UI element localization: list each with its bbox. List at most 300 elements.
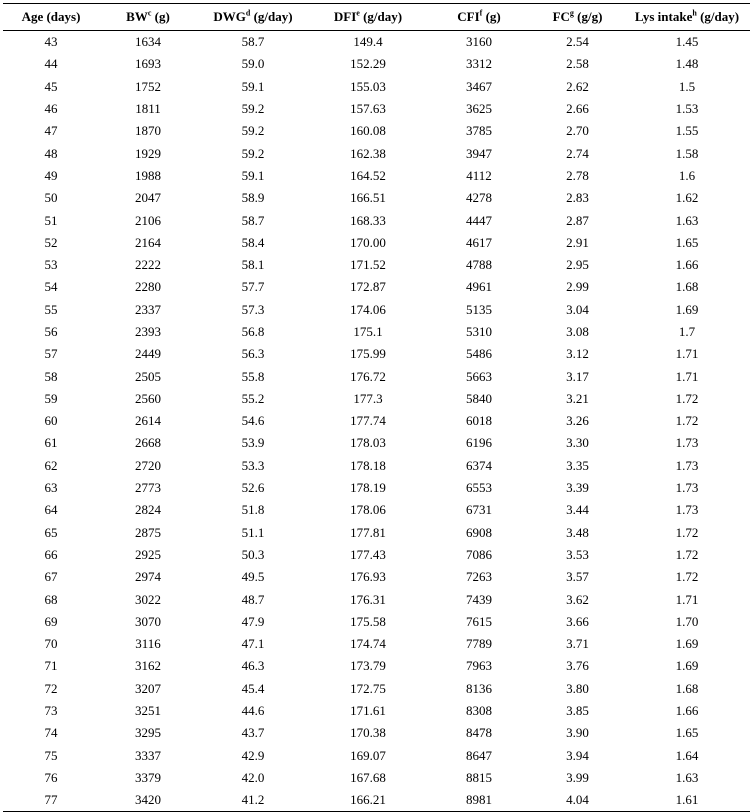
table-row [3, 410, 750, 432]
footnote-marker: d [245, 8, 251, 18]
table-cell: 3251 [135, 703, 161, 719]
table-cell: 73 [44, 703, 58, 719]
table-row [3, 588, 750, 610]
table-cell: 2974 [135, 569, 161, 585]
table-cell: 1.73 [675, 457, 699, 473]
growth-performance-table [3, 3, 750, 812]
table-row [3, 700, 750, 722]
table-cell: 8478 [466, 725, 492, 741]
table-cell: 76 [44, 769, 58, 785]
table-cell: 1870 [135, 123, 161, 139]
column-header [531, 4, 624, 31]
table-row [3, 566, 750, 588]
header-unit: (g/day) [696, 9, 740, 24]
table-cell: 59.2 [241, 145, 265, 161]
header-label: DFI [333, 9, 357, 24]
table-row [3, 477, 750, 499]
table-cell: 2222 [135, 257, 161, 273]
table-cell: 6196 [466, 435, 492, 451]
table-cell: 1.68 [675, 680, 699, 696]
table-cell: 3.90 [566, 725, 589, 741]
table-cell: 6018 [466, 413, 492, 429]
table-cell: 53.9 [241, 435, 265, 451]
table-cell: 55.8 [241, 368, 265, 384]
table-cell: 176.72 [350, 368, 386, 384]
table-cell: 173.79 [350, 658, 386, 674]
table-cell: 3.35 [566, 457, 589, 473]
table-cell: 3.04 [566, 301, 589, 317]
table-cell: 41.2 [197, 789, 309, 812]
table-cell: 1.53 [675, 101, 699, 117]
table-cell: 1693 [135, 56, 161, 72]
footnote-marker: g [569, 8, 574, 18]
table-cell: 175.58 [350, 613, 386, 629]
table-cell: 71 [44, 658, 58, 674]
table-cell: 57 [44, 346, 58, 362]
table-cell: 58.7 [241, 212, 265, 228]
table-cell: 50 [44, 190, 58, 206]
table-cell: 177.81 [350, 524, 386, 540]
table-cell: 43 [44, 34, 58, 50]
table-cell: 4961 [466, 279, 492, 295]
table-cell: 174.74 [350, 636, 386, 652]
table-row [3, 499, 750, 521]
table-cell: 3.66 [566, 613, 589, 629]
table-cell: 57.7 [241, 279, 265, 295]
table-cell: 1.72 [675, 413, 699, 429]
table-row [3, 722, 750, 744]
header-label: FC [552, 9, 570, 24]
table-cell: 2773 [135, 480, 161, 496]
table-cell: 56.3 [241, 346, 265, 362]
table-cell: 1.72 [675, 390, 699, 406]
table-row [3, 120, 750, 142]
table-cell: 47 [44, 123, 58, 139]
table-row [3, 343, 750, 365]
table-row [3, 31, 750, 54]
table-row [3, 165, 750, 187]
table-cell: 2.66 [566, 101, 589, 117]
table-cell: 1988 [135, 167, 161, 183]
table-cell: 3.99 [566, 769, 589, 785]
table-row [3, 767, 750, 789]
table-cell: 46 [44, 101, 58, 117]
table-row [3, 789, 750, 812]
table-cell: 3160 [466, 34, 492, 50]
table-cell: 3467 [466, 78, 492, 94]
table-cell: 1.63 [675, 769, 699, 785]
table-cell: 1.68 [675, 279, 699, 295]
table-cell: 169.07 [350, 747, 386, 763]
table-cell: 1.7 [678, 324, 696, 339]
table-cell: 1.58 [675, 145, 699, 161]
table-cell: 1.45 [675, 34, 699, 50]
table-cell: 2560 [135, 390, 161, 406]
table-cell: 3.30 [566, 435, 589, 451]
table-cell: 1.66 [675, 703, 699, 719]
table-cell: 3022 [135, 591, 161, 607]
table-cell: 177.3 [353, 390, 383, 406]
table-cell: 2.74 [566, 145, 589, 161]
table-cell: 69 [44, 613, 58, 629]
table-cell: 5663 [466, 368, 492, 384]
table-cell: 176.93 [350, 569, 386, 585]
table-cell: 2.87 [566, 212, 589, 228]
table-cell: 2393 [135, 324, 161, 339]
table-cell: 2.78 [566, 167, 589, 183]
table-header [3, 4, 750, 31]
table-cell: 65 [44, 524, 58, 540]
footnote-marker: e [356, 8, 360, 18]
table-cell: 2164 [135, 234, 161, 250]
footnote-marker: f [479, 8, 483, 18]
header-unit: (g/day) [250, 9, 293, 24]
table-row [3, 276, 750, 298]
table-cell: 57.3 [241, 301, 265, 317]
table-container [3, 0, 750, 812]
table-cell: 53 [44, 257, 58, 273]
table-cell: 1.72 [675, 546, 699, 562]
table-cell: 3.48 [566, 524, 589, 540]
table-row [3, 98, 750, 120]
table-cell: 176.31 [350, 591, 386, 607]
table-cell: 8136 [466, 680, 492, 696]
table-cell: 43.7 [241, 725, 265, 741]
table-cell: 3312 [466, 56, 492, 72]
table-cell: 2720 [135, 457, 161, 473]
table-cell: 58.9 [241, 190, 265, 206]
header-unit: (g) [151, 9, 170, 24]
table-row [3, 53, 750, 75]
table-cell: 1929 [135, 145, 161, 161]
table-cell: 3.85 [566, 703, 589, 719]
table-cell: 58.4 [241, 234, 265, 250]
table-cell: 7789 [466, 636, 492, 652]
header-unit: (g/g) [573, 9, 603, 24]
table-cell: 1.65 [675, 725, 699, 741]
table-cell: 59 [44, 390, 58, 406]
table-cell: 3.21 [566, 390, 589, 406]
table-cell: 5486 [466, 346, 492, 362]
table-cell: 3.57 [566, 569, 589, 585]
table-cell: 2337 [135, 301, 161, 317]
table-cell: 152.29 [350, 56, 386, 72]
table-cell: 1.70 [675, 613, 699, 629]
table-cell: 4.04 [531, 789, 624, 812]
table-cell: 3.44 [566, 502, 589, 518]
table-cell: 3947 [466, 145, 492, 161]
table-cell: 52 [44, 234, 58, 250]
table-cell: 2.70 [566, 123, 589, 139]
table-cell: 3.26 [566, 413, 589, 429]
table-cell: 51.1 [241, 524, 265, 540]
table-cell: 1.71 [675, 368, 699, 384]
table-cell: 3207 [135, 680, 161, 696]
table-cell: 166.21 [309, 789, 427, 812]
table-cell: 50.3 [241, 546, 265, 562]
table-row [3, 745, 750, 767]
header-label: Lys intake [634, 9, 693, 24]
table-cell: 167.68 [350, 769, 386, 785]
table-cell: 7615 [466, 613, 492, 629]
table-cell: 47.1 [241, 636, 265, 652]
table-cell: 1811 [135, 101, 161, 117]
table-cell: 3.53 [566, 546, 589, 562]
table-cell: 2.91 [566, 234, 589, 250]
table-cell: 1.73 [675, 435, 699, 451]
table-cell: 2449 [135, 346, 161, 362]
column-header [3, 4, 99, 31]
table-cell: 4278 [466, 190, 492, 206]
table-cell: 2047 [135, 190, 161, 206]
table-cell: 67 [44, 569, 58, 585]
header-label: CFI [457, 9, 480, 24]
table-cell: 1.71 [675, 346, 699, 362]
table-row [3, 455, 750, 477]
table-cell: 168.33 [350, 212, 386, 228]
table-cell: 1.6 [678, 167, 696, 183]
table-row [3, 299, 750, 321]
table-cell: 3.71 [566, 636, 589, 652]
table-cell: 2106 [135, 212, 161, 228]
table-cell: 8308 [466, 703, 492, 719]
table-body [3, 31, 750, 812]
table-cell: 3625 [466, 101, 492, 117]
table-cell: 48.7 [241, 591, 265, 607]
column-header [427, 4, 531, 31]
table-cell: 177.74 [350, 413, 386, 429]
header-unit: (g) [482, 9, 501, 24]
header-unit: (g/day) [359, 9, 403, 24]
table-cell: 8815 [466, 769, 492, 785]
table-cell: 7963 [466, 658, 492, 674]
header-label: BW [126, 9, 148, 24]
table-cell: 55 [44, 301, 58, 317]
table-cell: 46.3 [241, 658, 265, 674]
table-cell: 175.99 [350, 346, 386, 362]
table-row [3, 611, 750, 633]
table-cell: 60 [44, 413, 58, 429]
table-cell: 7086 [466, 546, 492, 562]
table-cell: 3.39 [566, 480, 589, 496]
table-row [3, 544, 750, 566]
table-cell: 177.43 [350, 546, 386, 562]
table-cell: 59.2 [241, 101, 265, 117]
table-cell: 58.7 [241, 34, 265, 50]
table-cell: 171.52 [350, 257, 386, 273]
table-cell: 6374 [466, 457, 492, 473]
table-cell: 3070 [135, 613, 161, 629]
table-cell: 59.0 [241, 56, 265, 72]
table-cell: 170.00 [350, 234, 386, 250]
table-row [3, 432, 750, 454]
table-cell: 178.06 [350, 502, 386, 518]
table-cell: 58.1 [241, 257, 265, 273]
table-cell: 56 [44, 324, 58, 339]
footnote-marker: h [692, 8, 697, 18]
table-row [3, 633, 750, 655]
table-cell: 1.55 [675, 123, 699, 139]
table-cell: 1.66 [675, 257, 699, 273]
table-row [3, 321, 750, 343]
table-cell: 6908 [466, 524, 492, 540]
table-cell: 3.62 [566, 591, 589, 607]
header-label: DWG [213, 9, 246, 24]
table-cell: 45.4 [241, 680, 265, 696]
table-cell: 66 [44, 546, 58, 562]
table-cell: 178.19 [350, 480, 386, 496]
table-cell: 8647 [466, 747, 492, 763]
table-cell: 51.8 [241, 502, 265, 518]
table-cell: 8981 [427, 789, 531, 812]
table-cell: 1.61 [624, 789, 750, 812]
table-cell: 75 [44, 747, 58, 763]
table-cell: 155.03 [350, 78, 386, 94]
table-cell: 2.83 [566, 190, 589, 206]
table-cell: 178.03 [350, 435, 386, 451]
table-cell: 59.2 [241, 123, 265, 139]
table-cell: 1.72 [675, 569, 699, 585]
table-cell: 3337 [135, 747, 161, 763]
table-cell: 1.63 [675, 212, 699, 228]
table-cell: 59.1 [241, 167, 265, 183]
table-cell: 1752 [135, 78, 161, 94]
table-cell: 44.6 [241, 703, 265, 719]
table-cell: 4788 [466, 257, 492, 273]
table-cell: 5135 [466, 301, 492, 317]
header-label: Age (days) [21, 9, 81, 24]
table-cell: 1.65 [675, 234, 699, 250]
table-cell: 61 [44, 435, 58, 451]
table-cell: 3.12 [566, 346, 589, 362]
column-header [624, 4, 750, 31]
table-cell: 64 [44, 502, 58, 518]
table-cell: 45 [44, 78, 58, 94]
table-cell: 1.69 [675, 658, 699, 674]
table-cell: 7263 [466, 569, 492, 585]
table-cell: 77 [3, 789, 99, 812]
table-cell: 2.95 [566, 257, 589, 273]
table-cell: 3.17 [566, 368, 589, 384]
table-cell: 3.94 [566, 747, 589, 763]
header-row [3, 4, 750, 31]
table-cell: 3.76 [566, 658, 589, 674]
table-cell: 72 [44, 680, 58, 696]
table-row [3, 522, 750, 544]
table-cell: 59.1 [241, 78, 265, 94]
table-cell: 7439 [466, 591, 492, 607]
table-cell: 1.73 [675, 502, 699, 518]
table-row [3, 209, 750, 231]
table-cell: 1.62 [675, 190, 699, 206]
table-cell: 44 [44, 56, 58, 72]
table-cell: 175.1 [353, 324, 383, 339]
table-cell: 51 [44, 212, 58, 228]
table-cell: 1.73 [675, 480, 699, 496]
table-cell: 172.87 [350, 279, 386, 295]
table-cell: 162.38 [350, 145, 386, 161]
table-cell: 172.75 [350, 680, 386, 696]
table-row [3, 388, 750, 410]
table-cell: 42.0 [241, 769, 265, 785]
table-cell: 2.99 [566, 279, 589, 295]
table-cell: 54 [44, 279, 58, 295]
table-cell: 54.6 [241, 413, 265, 429]
table-row [3, 655, 750, 677]
table-cell: 157.63 [350, 101, 386, 117]
table-cell: 3116 [135, 636, 161, 652]
table-cell: 3379 [135, 769, 161, 785]
table-cell: 3295 [135, 725, 161, 741]
table-row [3, 678, 750, 700]
table-cell: 170.38 [350, 725, 386, 741]
table-cell: 160.08 [350, 123, 386, 139]
column-header [309, 4, 427, 31]
table-cell: 70 [44, 636, 58, 652]
table-row [3, 365, 750, 387]
table-cell: 174.06 [350, 301, 386, 317]
table-row [3, 254, 750, 276]
table-cell: 2614 [135, 413, 161, 429]
table-cell: 5840 [466, 390, 492, 406]
table-row [3, 187, 750, 209]
table-cell: 1.71 [675, 591, 699, 607]
table-cell: 3785 [466, 123, 492, 139]
table-cell: 2505 [135, 368, 161, 384]
table-cell: 3.08 [566, 324, 589, 339]
table-cell: 2668 [135, 435, 161, 451]
table-cell: 2.58 [566, 56, 589, 72]
table-cell: 166.51 [350, 190, 386, 206]
table-cell: 1.48 [675, 56, 699, 72]
table-cell: 4447 [466, 212, 492, 228]
table-cell: 42.9 [241, 747, 265, 763]
table-cell: 1634 [135, 34, 161, 50]
table-cell: 5310 [466, 324, 492, 339]
footnote-marker: c [147, 8, 152, 18]
table-cell: 49 [44, 167, 58, 183]
table-cell: 3162 [135, 658, 161, 674]
table-cell: 149.4 [353, 34, 383, 50]
table-cell: 74 [44, 725, 58, 741]
table-cell: 62 [44, 457, 58, 473]
table-cell: 2824 [135, 502, 161, 518]
table-cell: 58 [44, 368, 58, 384]
table-cell: 3.80 [566, 680, 589, 696]
table-cell: 4617 [466, 234, 492, 250]
table-cell: 1.64 [675, 747, 699, 763]
table-cell: 3420 [99, 789, 197, 812]
table-cell: 4112 [466, 167, 492, 183]
table-cell: 55.2 [241, 390, 265, 406]
table-cell: 1.72 [675, 524, 699, 540]
table-row [3, 232, 750, 254]
table-cell: 1.5 [678, 78, 696, 94]
table-cell: 49.5 [241, 569, 265, 585]
table-cell: 47.9 [241, 613, 265, 629]
table-cell: 56.8 [241, 324, 265, 339]
table-cell: 178.18 [350, 457, 386, 473]
table-cell: 6553 [466, 480, 492, 496]
table-cell: 1.69 [675, 636, 699, 652]
table-cell: 2280 [135, 279, 161, 295]
table-cell: 52.6 [241, 480, 265, 496]
table-cell: 2.62 [566, 78, 589, 94]
table-row [3, 142, 750, 164]
table-cell: 1.69 [675, 301, 699, 317]
table-cell: 63 [44, 480, 58, 496]
table-cell: 2.54 [566, 34, 589, 50]
